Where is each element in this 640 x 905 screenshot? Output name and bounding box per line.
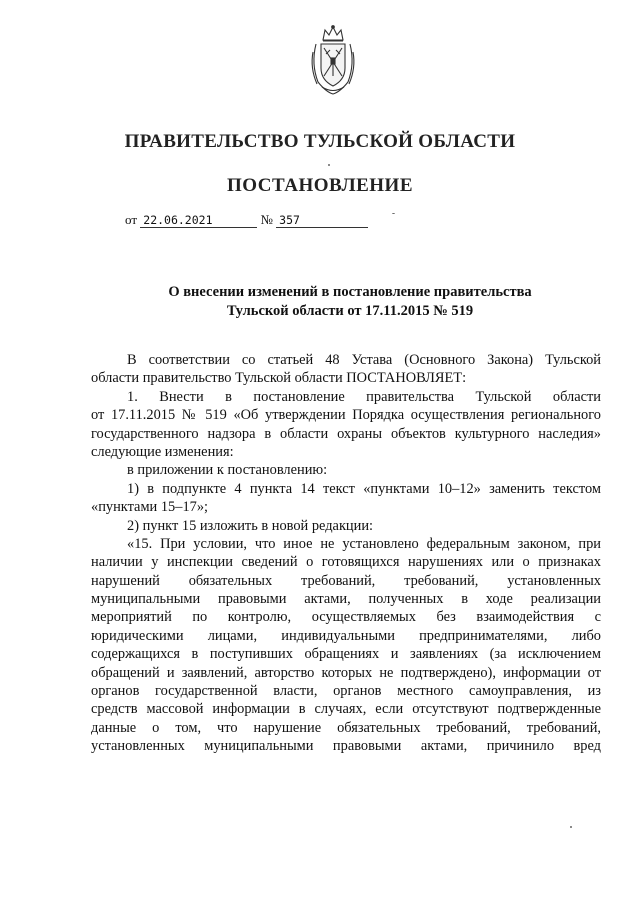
body-line: следующие изменения:	[91, 443, 234, 460]
body-line: данные о том, что нарушение обязательных требований, требований,	[91, 719, 601, 736]
body-line: государственного надзора в области охраны объектов культурного наследия»	[91, 425, 601, 442]
date-prefix: от	[125, 212, 138, 227]
body-line: наличии у инспекции сведений о готовящихся нарушениях или о признаках	[91, 554, 601, 571]
body-line: юридическими лицами, индивидуальными предпринимателями, либо	[91, 627, 601, 644]
body-line: содержащихся в поступивших обращениях и заявлениях (за исключением	[91, 646, 601, 663]
subject-line: О внесении изменений в постановление правительства	[168, 284, 532, 300]
number-prefix: №	[260, 212, 273, 227]
document-subject	[0, 283, 640, 321]
document-date: 22.06.2021	[140, 214, 257, 228]
document-number: 357	[276, 214, 368, 228]
scan-speck	[328, 164, 330, 166]
body-line: «15. При условии, что иное не установлено федеральным законом, при	[127, 535, 601, 552]
body-line: от 17.11.2015 № 519 «Об утверждении Порядка осуществления регионального	[91, 407, 601, 424]
body-line: мероприятий по контролю, осуществляемых без взаимодействия с	[91, 609, 601, 626]
document-body	[91, 351, 601, 756]
body-line: обращений и заявлений, авторство которых не подтверждено), информации от	[91, 664, 601, 681]
body-line: В соответствии со статьей 48 Устава (Основного Закона) Тульской	[127, 352, 601, 368]
coat-of-arms-icon	[308, 24, 358, 96]
body-line: 1) в подпункте 4 пункта 14 текст «пунктами 10–12» заменить текстом	[127, 480, 601, 497]
body-line: 2) пункт 15 изложить в новой редакции:	[127, 517, 374, 534]
subject-line: Тульской области от 17.11.2015 № 519	[226, 303, 474, 319]
body-line: муниципальными правовыми актами, полученных в ходе реализации	[91, 591, 601, 608]
body-line: 1. Внести в постановление правительства Тульской области	[127, 388, 601, 405]
body-line: органов государственной власти, органов местного самоуправления, из	[91, 683, 601, 700]
scan-speck	[570, 826, 572, 828]
body-line: области правительство Тульской области ПОСТАНОВЛЯЕТ:	[91, 370, 467, 387]
government-title: ПРАВИТЕЛЬСТВО ТУЛЬСКОЙ ОБЛАСТИ	[124, 131, 516, 152]
document-type: ПОСТАНОВЛЕНИЕ	[226, 175, 414, 196]
body-line: нарушений обязательных требований, требований, установленных	[91, 572, 601, 589]
document-meta	[125, 212, 368, 228]
body-line: установленных муниципальными правовыми актами, причинило вред	[91, 738, 601, 755]
body-line: средств массовой информации в случаях, если отсутствуют подтвержденные	[91, 701, 601, 718]
body-line: в приложении к постановлению:	[127, 462, 328, 479]
scan-speck	[392, 213, 395, 214]
body-line: «пунктами 15–17»;	[91, 499, 209, 516]
